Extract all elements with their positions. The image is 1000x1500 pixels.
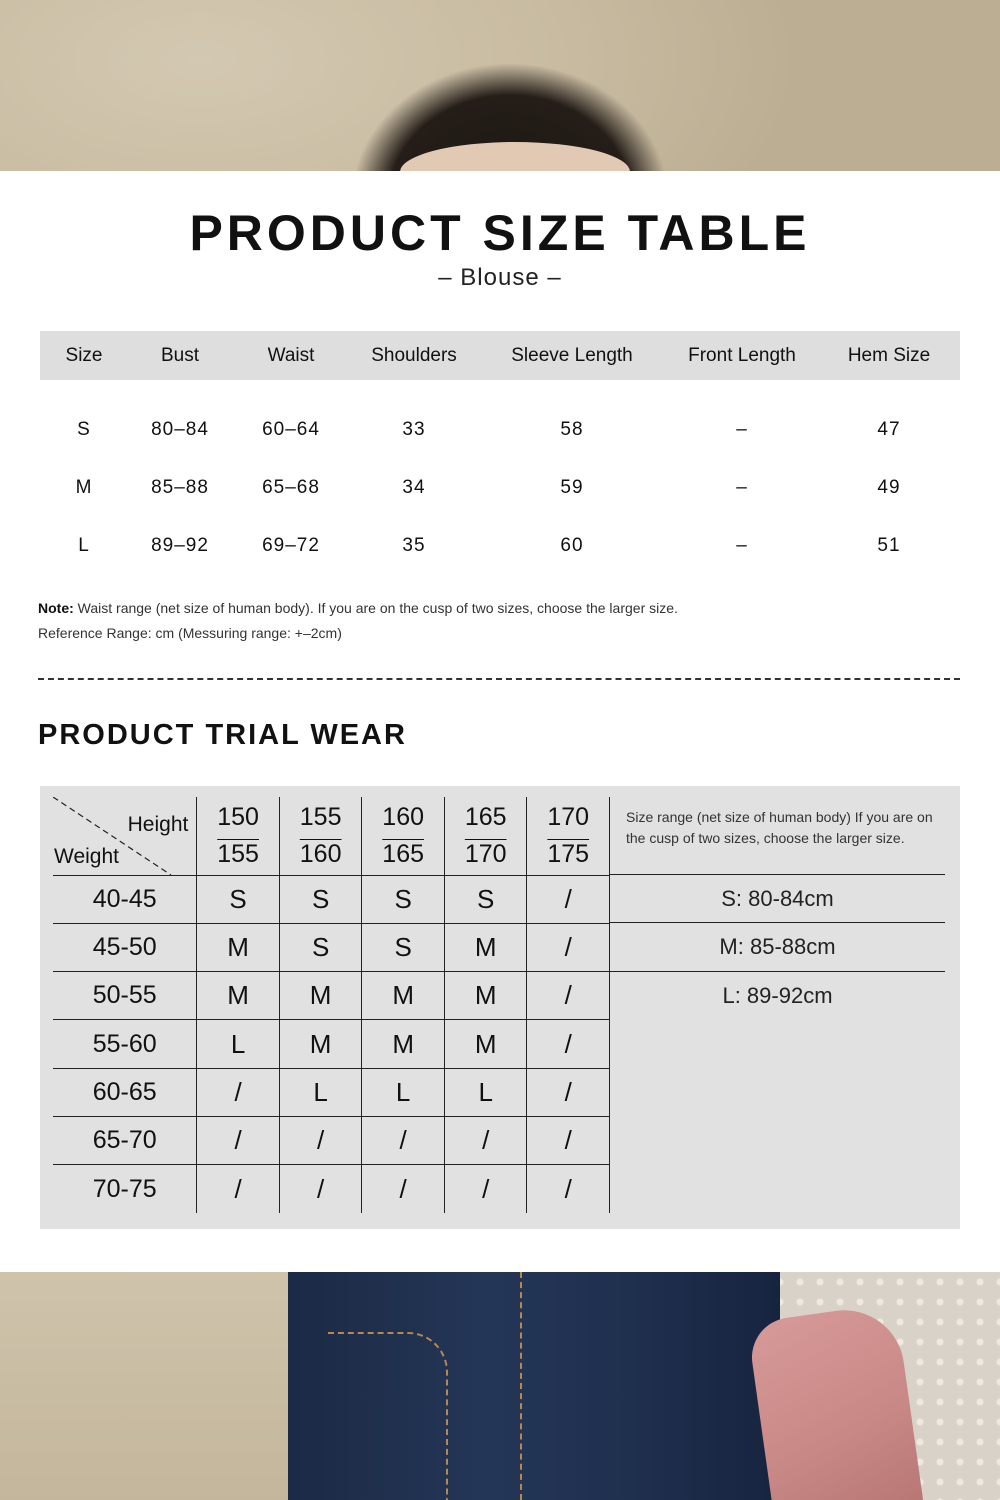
range-item-l: L: 89-92cm <box>722 982 833 1008</box>
table-row <box>40 459 960 517</box>
height-label: Height <box>127 813 189 836</box>
height-lo: 165 <box>464 802 507 831</box>
trial-row <box>53 875 610 923</box>
size-cell: M <box>362 972 445 1020</box>
size-chart-panel <box>0 171 1000 1272</box>
size-cell: / <box>527 972 610 1020</box>
height-lo: 155 <box>299 802 342 831</box>
size-table-header <box>40 331 960 380</box>
model-photo-top <box>0 0 1000 171</box>
note-line <box>38 596 678 621</box>
size-cell: S <box>197 875 280 923</box>
size-cell: / <box>279 1116 362 1164</box>
size-cell: L <box>362 1068 445 1116</box>
note-label: Note: <box>38 600 74 616</box>
size-cell: M <box>444 1020 527 1068</box>
table-cell: S <box>77 419 91 440</box>
size-cell: / <box>444 1116 527 1164</box>
table-cell: 60–64 <box>262 419 320 440</box>
height-range <box>197 797 280 875</box>
note-text: Waist range (net size of human body). If you are on the cusp of two sizes, choose the larger size. <box>73 600 678 616</box>
size-cell: L <box>197 1020 280 1068</box>
table-cell: – <box>736 419 748 440</box>
jeans-pocket <box>328 1332 448 1500</box>
table-cell: 35 <box>402 535 426 556</box>
table-cell: – <box>736 477 748 498</box>
height-hi: 175 <box>547 839 590 868</box>
weight-range: 55-60 <box>53 1020 197 1068</box>
weight-range: 70-75 <box>53 1165 197 1213</box>
height-lo: 150 <box>217 802 259 831</box>
table-row <box>40 517 960 575</box>
table-row <box>40 401 960 459</box>
trial-header-row <box>53 797 610 875</box>
weight-range: 45-50 <box>53 923 197 971</box>
size-cell: M <box>362 1020 445 1068</box>
page-subtitle: – Blouse – <box>438 264 562 291</box>
size-cell: S <box>279 923 362 971</box>
model-photo-bottom <box>0 1272 1000 1500</box>
size-cell: S <box>362 875 445 923</box>
size-table <box>40 331 960 575</box>
header-shoulders: Shoulders <box>371 344 457 366</box>
weight-range: 40-45 <box>53 875 197 923</box>
table-cell: 47 <box>877 419 901 440</box>
trial-row <box>53 1068 610 1116</box>
height-lo: 160 <box>382 802 425 831</box>
size-cell: / <box>527 1068 610 1116</box>
table-cell: 58 <box>560 419 584 440</box>
header-sleeve-length: Sleeve Length <box>511 344 633 366</box>
size-cell: M <box>444 923 527 971</box>
weight-label: Weight <box>54 845 119 868</box>
size-cell: M <box>279 972 362 1020</box>
table-cell: – <box>736 535 748 556</box>
size-cell: L <box>279 1068 362 1116</box>
size-cell: / <box>197 1165 280 1213</box>
table-cell: 65–68 <box>262 477 320 498</box>
trial-wear-table <box>40 786 960 1229</box>
table-cell: 89–92 <box>151 535 209 556</box>
height-hi: 170 <box>464 839 507 868</box>
height-hi: 155 <box>217 839 259 868</box>
table-cell: 60 <box>560 535 584 556</box>
header-front-length: Front Length <box>688 344 796 366</box>
jeans-seam <box>520 1272 522 1500</box>
height-weight-corner <box>53 797 197 875</box>
trial-row <box>53 972 610 1020</box>
height-hi: 165 <box>382 839 425 868</box>
height-range <box>527 797 610 875</box>
table-cell: 51 <box>877 535 901 556</box>
trial-grid <box>53 797 610 1213</box>
page-title: PRODUCT SIZE TABLE <box>189 205 811 261</box>
size-cell: / <box>527 1020 610 1068</box>
header-hem-size: Hem Size <box>847 344 931 366</box>
trial-row <box>53 1020 610 1068</box>
table-cell: 69–72 <box>262 535 320 556</box>
trial-row <box>53 923 610 971</box>
table-cell: 33 <box>402 419 426 440</box>
size-cell: / <box>279 1165 362 1213</box>
height-range <box>444 797 527 875</box>
size-cell: / <box>197 1116 280 1164</box>
height-hi: 160 <box>299 839 342 868</box>
size-cell: / <box>527 1165 610 1213</box>
size-cell: M <box>197 923 280 971</box>
header-size: Size <box>65 344 103 366</box>
section-divider <box>38 678 960 680</box>
size-cell: / <box>527 1116 610 1164</box>
size-cell: S <box>444 875 527 923</box>
size-cell: / <box>197 1068 280 1116</box>
weight-range: 65-70 <box>53 1116 197 1164</box>
table-cell: M <box>75 477 93 498</box>
size-cell: S <box>279 875 362 923</box>
header-waist: Waist <box>267 344 315 366</box>
size-range-column <box>610 797 945 1020</box>
size-cell: / <box>444 1165 527 1213</box>
header-bust: Bust <box>160 344 200 366</box>
height-range <box>279 797 362 875</box>
table-cell: 59 <box>560 477 584 498</box>
size-cell: M <box>444 972 527 1020</box>
range-item-s: S: 80-84cm <box>610 875 945 923</box>
trial-title: PRODUCT TRIAL WEAR <box>38 719 407 751</box>
table-cell: L <box>78 535 90 556</box>
weight-range: 50-55 <box>53 972 197 1020</box>
range-note: Size range (net size of human body) If you are on the cusp of two sizes, choose the larger size. <box>610 797 945 875</box>
size-cell: / <box>362 1116 445 1164</box>
size-cell: / <box>527 923 610 971</box>
table-cell: 34 <box>402 477 426 498</box>
size-cell: / <box>362 1165 445 1213</box>
table-cell: 85–88 <box>151 477 209 498</box>
size-cell: S <box>362 923 445 971</box>
reference-range: Reference Range: cm (Messuring range: +–2cm) <box>38 625 342 641</box>
range-item-m: M: 85-88cm <box>610 923 945 971</box>
denim-jeans <box>288 1272 780 1500</box>
trial-row <box>53 1165 610 1213</box>
table-cell: 49 <box>877 477 901 498</box>
height-range <box>362 797 445 875</box>
height-lo: 170 <box>547 802 590 831</box>
model-forehead <box>400 142 630 171</box>
size-cell: M <box>197 972 280 1020</box>
weight-range: 60-65 <box>53 1068 197 1116</box>
size-cell: / <box>527 875 610 923</box>
size-cell: M <box>279 1020 362 1068</box>
size-cell: L <box>444 1068 527 1116</box>
trial-row <box>53 1116 610 1164</box>
size-note <box>38 596 678 646</box>
table-cell: 80–84 <box>151 419 209 440</box>
